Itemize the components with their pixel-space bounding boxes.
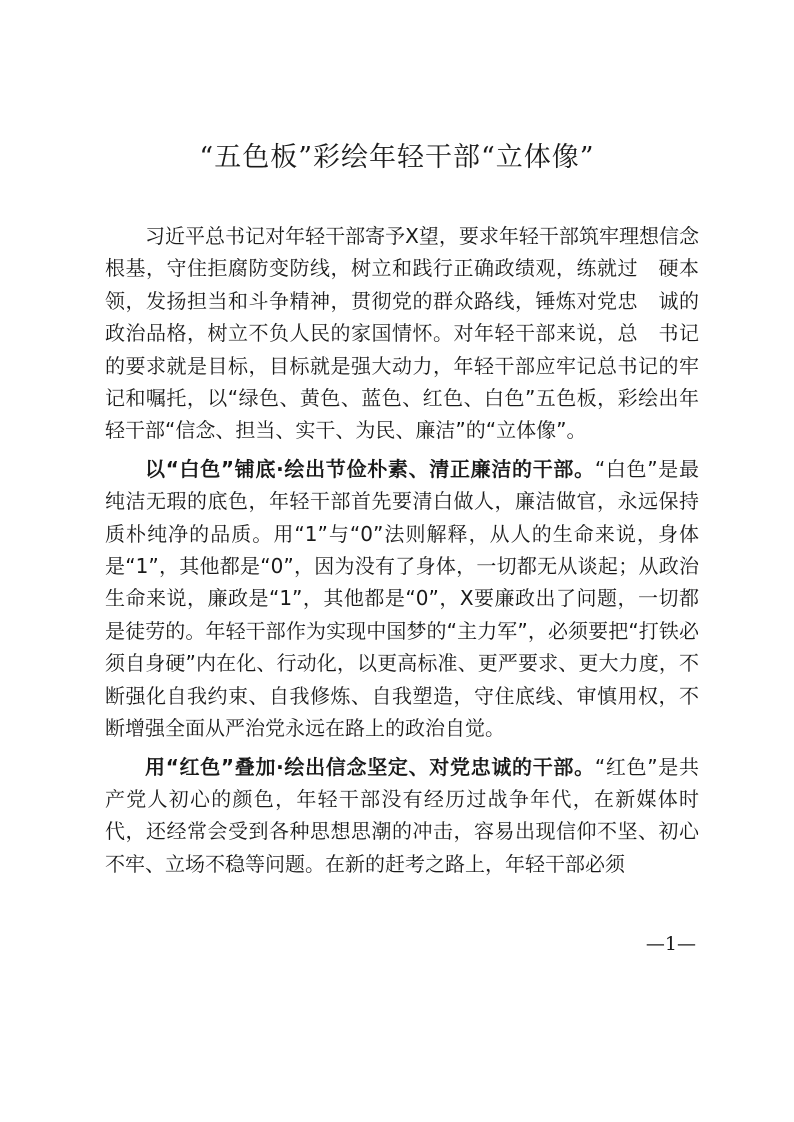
paragraph-white xyxy=(105,453,699,745)
paragraph-text: 习近平总书记对年轻干部寄予X望，要求年轻干部筑牢理想信念根基，守住拒腐防变防线，树立和践行正确政绩观，练就过 硬本领，发扬担当和斗争精神，贯彻党的群众路线，锤炼对党忠 诚的政治品格，树立不负人民的家国情怀。对年轻干部来说，总 书记的要求就是目标，目标就是强大动力，年轻干部应牢记总书记的牢记和嘱托，以“绿色、黄色、蓝色、红色、白色”五色板，彩绘出年轻干部“信念、担当、实干、为民、廉洁”的“立体像”。 xyxy=(105,224,699,443)
paragraph-red xyxy=(105,751,699,881)
paragraph-text: “白色”是最纯洁无瑕的底色，年轻干部首先要清白做人，廉洁做官，永远保持质朴纯净的品质。用“1”与“0”法则解释，从人的生命来说，身体是“1”，其他都是“0”，因为没有了身体，一切都无从谈起；从政治生命来说，廉政是“1”，其他都是“0”，X要廉政出了问题，一切都是徒劳的。年轻干部作为实现中国梦的“主力军”，必须要把“打铁必须自身硬”内在化、行动化，以更高标准、更严要求、更大力度，不断强化自我约束、自我修炼、自我塑造，守住底线、审慎用权，不断增强全面从严治党永远在路上的政治自觉。 xyxy=(105,456,699,741)
paragraph-lead: 用“红色”叠加·绘出信念坚定、对党忠诚的干部。 xyxy=(145,754,595,779)
paragraph-intro xyxy=(105,220,699,447)
page-number: —1— xyxy=(645,933,696,955)
paragraph-text: “红色”是共产党人初心的颜色，年轻干部没有经历过战争年代，在新媒体时代，还经常会受到各种思想思潮的冲击，容易出现信仰不坚、初心不牢、立场不稳等问题。在新的赶考之路上，年轻干部必须 xyxy=(105,754,699,876)
document-title: “五色板”彩绘年轻干部“立体像” xyxy=(199,142,595,173)
document-body xyxy=(105,220,699,886)
paragraph-lead: 以“白色”铺底·绘出节俭朴素、清正廉洁的干部。 xyxy=(145,456,595,481)
